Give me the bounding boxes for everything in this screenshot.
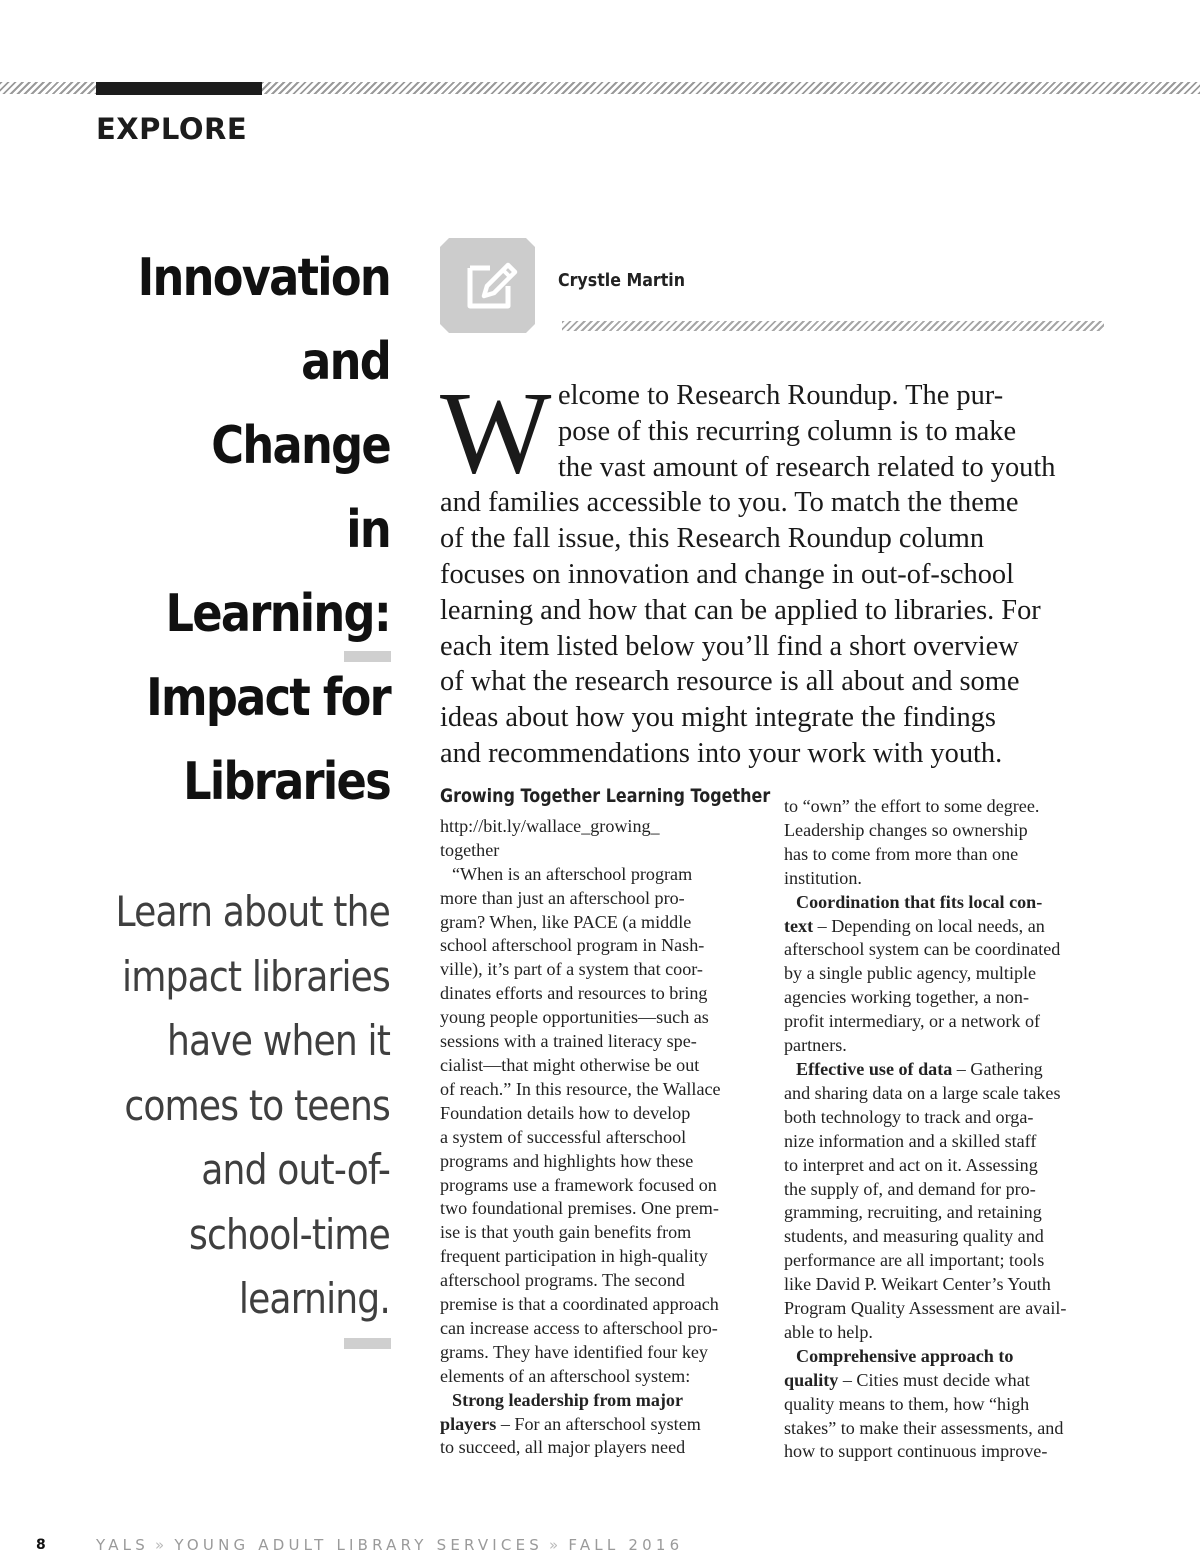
- resource-heading: Growing Together Learning Together: [440, 785, 771, 807]
- body-line: gramming, recruiting, and retaining: [784, 1202, 1042, 1223]
- body-line: and sharing data on a large scale takes: [784, 1082, 1061, 1103]
- body-line: a system of successful afterschool: [440, 1126, 687, 1147]
- body-line: has to come from more than one: [784, 843, 1019, 864]
- intro-line: and recommendations into your work with youth.: [440, 737, 1003, 769]
- footer-part: YOUNG ADULT LIBRARY SERVICES: [174, 1536, 543, 1554]
- title-line: Impact for: [146, 668, 390, 728]
- body-column-right: [784, 795, 1114, 1464]
- footer-separator: »: [154, 1536, 169, 1554]
- intro-line: learning and how that can be applied to libraries. For: [440, 594, 1041, 626]
- body-line: can increase access to afterschool pro-: [440, 1317, 718, 1338]
- body-line: by a single public agency, multiple: [784, 963, 1037, 984]
- body-line: to interpret and act on it. Assessing: [784, 1154, 1038, 1175]
- body-line: Program Quality Assessment are avail-: [784, 1298, 1067, 1319]
- article-title: [115, 236, 390, 824]
- section-label: EXPLORE: [96, 112, 248, 146]
- body-text: – Depending on local needs, an: [813, 915, 1045, 936]
- body-line: elements of an afterschool system:: [440, 1365, 691, 1386]
- subtitle-line: and out-of-: [201, 1145, 390, 1194]
- body-line: agencies working together, a non-: [784, 987, 1029, 1008]
- author-hatch-rule: [562, 321, 1104, 331]
- body-line: premise is that a coordinated approach: [440, 1294, 719, 1315]
- body-line: able to help.: [784, 1321, 873, 1342]
- body-line: frequent participation in high-quality: [440, 1246, 708, 1267]
- body-line: ville), it’s part of a system that coor-: [440, 959, 703, 980]
- edit-icon: [440, 238, 535, 333]
- bold-lead: quality: [784, 1369, 839, 1390]
- body-line: nize information and a skilled staff: [784, 1130, 1037, 1151]
- body-line: dinates efforts and resources to bring: [440, 983, 708, 1004]
- body-line: institution.: [784, 867, 862, 888]
- body-line: afterschool programs. The second: [440, 1270, 685, 1291]
- bold-lead: Coordination that fits local con-: [796, 891, 1043, 912]
- body-line: of reach.” In this resource, the Wallace: [440, 1078, 721, 1099]
- body-line: to succeed, all major players need: [440, 1437, 686, 1458]
- section-marker-bar: [96, 82, 262, 95]
- body-line: like David P. Weikart Center’s Youth: [784, 1274, 1051, 1295]
- body-line: Leadership changes so ownership: [784, 819, 1028, 840]
- body-line: more than just an afterschool pro-: [440, 887, 685, 908]
- body-line: sessions with a trained literacy spe-: [440, 1031, 697, 1052]
- intro-line: and families accessible to you. To match the theme: [440, 487, 1019, 519]
- footer-part: FALL 2016: [568, 1536, 684, 1554]
- bold-lead: text: [784, 915, 814, 936]
- body-line: how to support continuous improve-: [784, 1441, 1048, 1462]
- resource-url[interactable]: http://bit.ly/wallace_growing_: [440, 815, 660, 836]
- intro-line: of the fall issue, this Research Roundup column: [440, 523, 985, 555]
- body-line: two foundational premises. One prem-: [440, 1198, 719, 1219]
- body-line: [784, 1058, 1114, 1082]
- intro-line: of what the research resource is all about and some: [440, 666, 1020, 698]
- subtitle-line: impact libraries: [122, 951, 390, 1001]
- intro-line: ideas about how you might integrate the findings: [440, 702, 996, 734]
- resource-url[interactable]: together: [440, 839, 500, 860]
- body-line: [784, 915, 1114, 939]
- title-line: Libraries: [183, 752, 390, 812]
- footer-part: YALS: [96, 1536, 149, 1554]
- title-line: Innovation: [137, 248, 390, 308]
- running-footer: [96, 1536, 683, 1554]
- body-text: – For an afterschool system: [496, 1413, 701, 1434]
- body-line: performance are all important; tools: [784, 1250, 1045, 1271]
- intro-line: focuses on innovation and change in out-of-school: [440, 558, 1014, 590]
- body-line: ise is that youth gain benefits from: [440, 1222, 692, 1243]
- bold-lead: players: [440, 1413, 497, 1434]
- body-line: [440, 1389, 770, 1413]
- body-line: [784, 1369, 1114, 1393]
- body-line: students, and measuring quality and: [784, 1226, 1044, 1247]
- subtitle-accent-bar: [344, 1338, 391, 1349]
- subtitle-line: Learn about the: [115, 887, 391, 936]
- title-accent-bar: [344, 651, 391, 662]
- body-line: profit intermediary, or a network of: [784, 1011, 1041, 1032]
- body-line: gram? When, like PACE (a middle: [440, 911, 692, 932]
- drop-cap: W: [440, 367, 552, 498]
- intro-line: elcome to Research Roundup. The pur-: [558, 380, 1004, 411]
- subtitle-line: have when it: [166, 1016, 390, 1065]
- intro-paragraph: [440, 367, 1106, 772]
- bold-lead: Effective use of data: [796, 1058, 953, 1079]
- body-line: the supply of, and demand for pro-: [784, 1178, 1036, 1199]
- body-line: Foundation details how to develop: [440, 1102, 691, 1123]
- intro-line: each item listed below you’ll find a short overview: [440, 630, 1019, 662]
- body-line: [784, 1345, 1114, 1369]
- title-line: in Learning:: [165, 500, 390, 644]
- footer-separator: »: [549, 1536, 563, 1554]
- body-line: partners.: [784, 1035, 847, 1056]
- body-line: grams. They have identified four key: [440, 1341, 708, 1362]
- body-line: afterschool system can be coordinated: [784, 939, 1061, 960]
- title-line: and Change: [211, 332, 390, 476]
- author-name: Crystle Martin: [558, 270, 685, 291]
- body-line: cialist—that might otherwise be out: [440, 1054, 700, 1075]
- intro-line: the vast amount of research related to youth: [558, 451, 1056, 483]
- body-line: school afterschool program in Nash-: [440, 935, 705, 956]
- body-line: programs and highlights how these: [440, 1150, 694, 1171]
- subtitle-line: comes to teens: [124, 1080, 390, 1130]
- bold-lead: Strong leadership from major: [452, 1389, 684, 1410]
- body-line: [784, 891, 1114, 915]
- body-line: [440, 1413, 770, 1437]
- body-line: to “own” the effort to some degree.: [784, 796, 1040, 816]
- page-number: 8: [36, 1537, 46, 1553]
- body-line: quality means to them, how “high: [784, 1393, 1030, 1414]
- page-footer: [0, 1534, 1200, 1558]
- article-subtitle: [80, 880, 390, 1332]
- body-text: – Gathering: [952, 1058, 1043, 1079]
- body-text: – Cities must decide what: [838, 1369, 1030, 1390]
- body-line: young people opportunities—such as: [440, 1007, 709, 1028]
- body-line: both technology to track and orga-: [784, 1106, 1034, 1127]
- body-line: programs use a framework focused on: [440, 1174, 717, 1195]
- subtitle-line: learning.: [238, 1274, 390, 1323]
- intro-line: pose of this recurring column is to make: [558, 415, 1017, 447]
- subtitle-line: school-time: [189, 1209, 390, 1259]
- body-column-left: [440, 785, 770, 1460]
- body-line: “When is an afterschool program: [452, 863, 693, 884]
- body-line: stakes” to make their assessments, and: [784, 1417, 1064, 1438]
- bold-lead: Comprehensive approach to: [796, 1345, 1014, 1366]
